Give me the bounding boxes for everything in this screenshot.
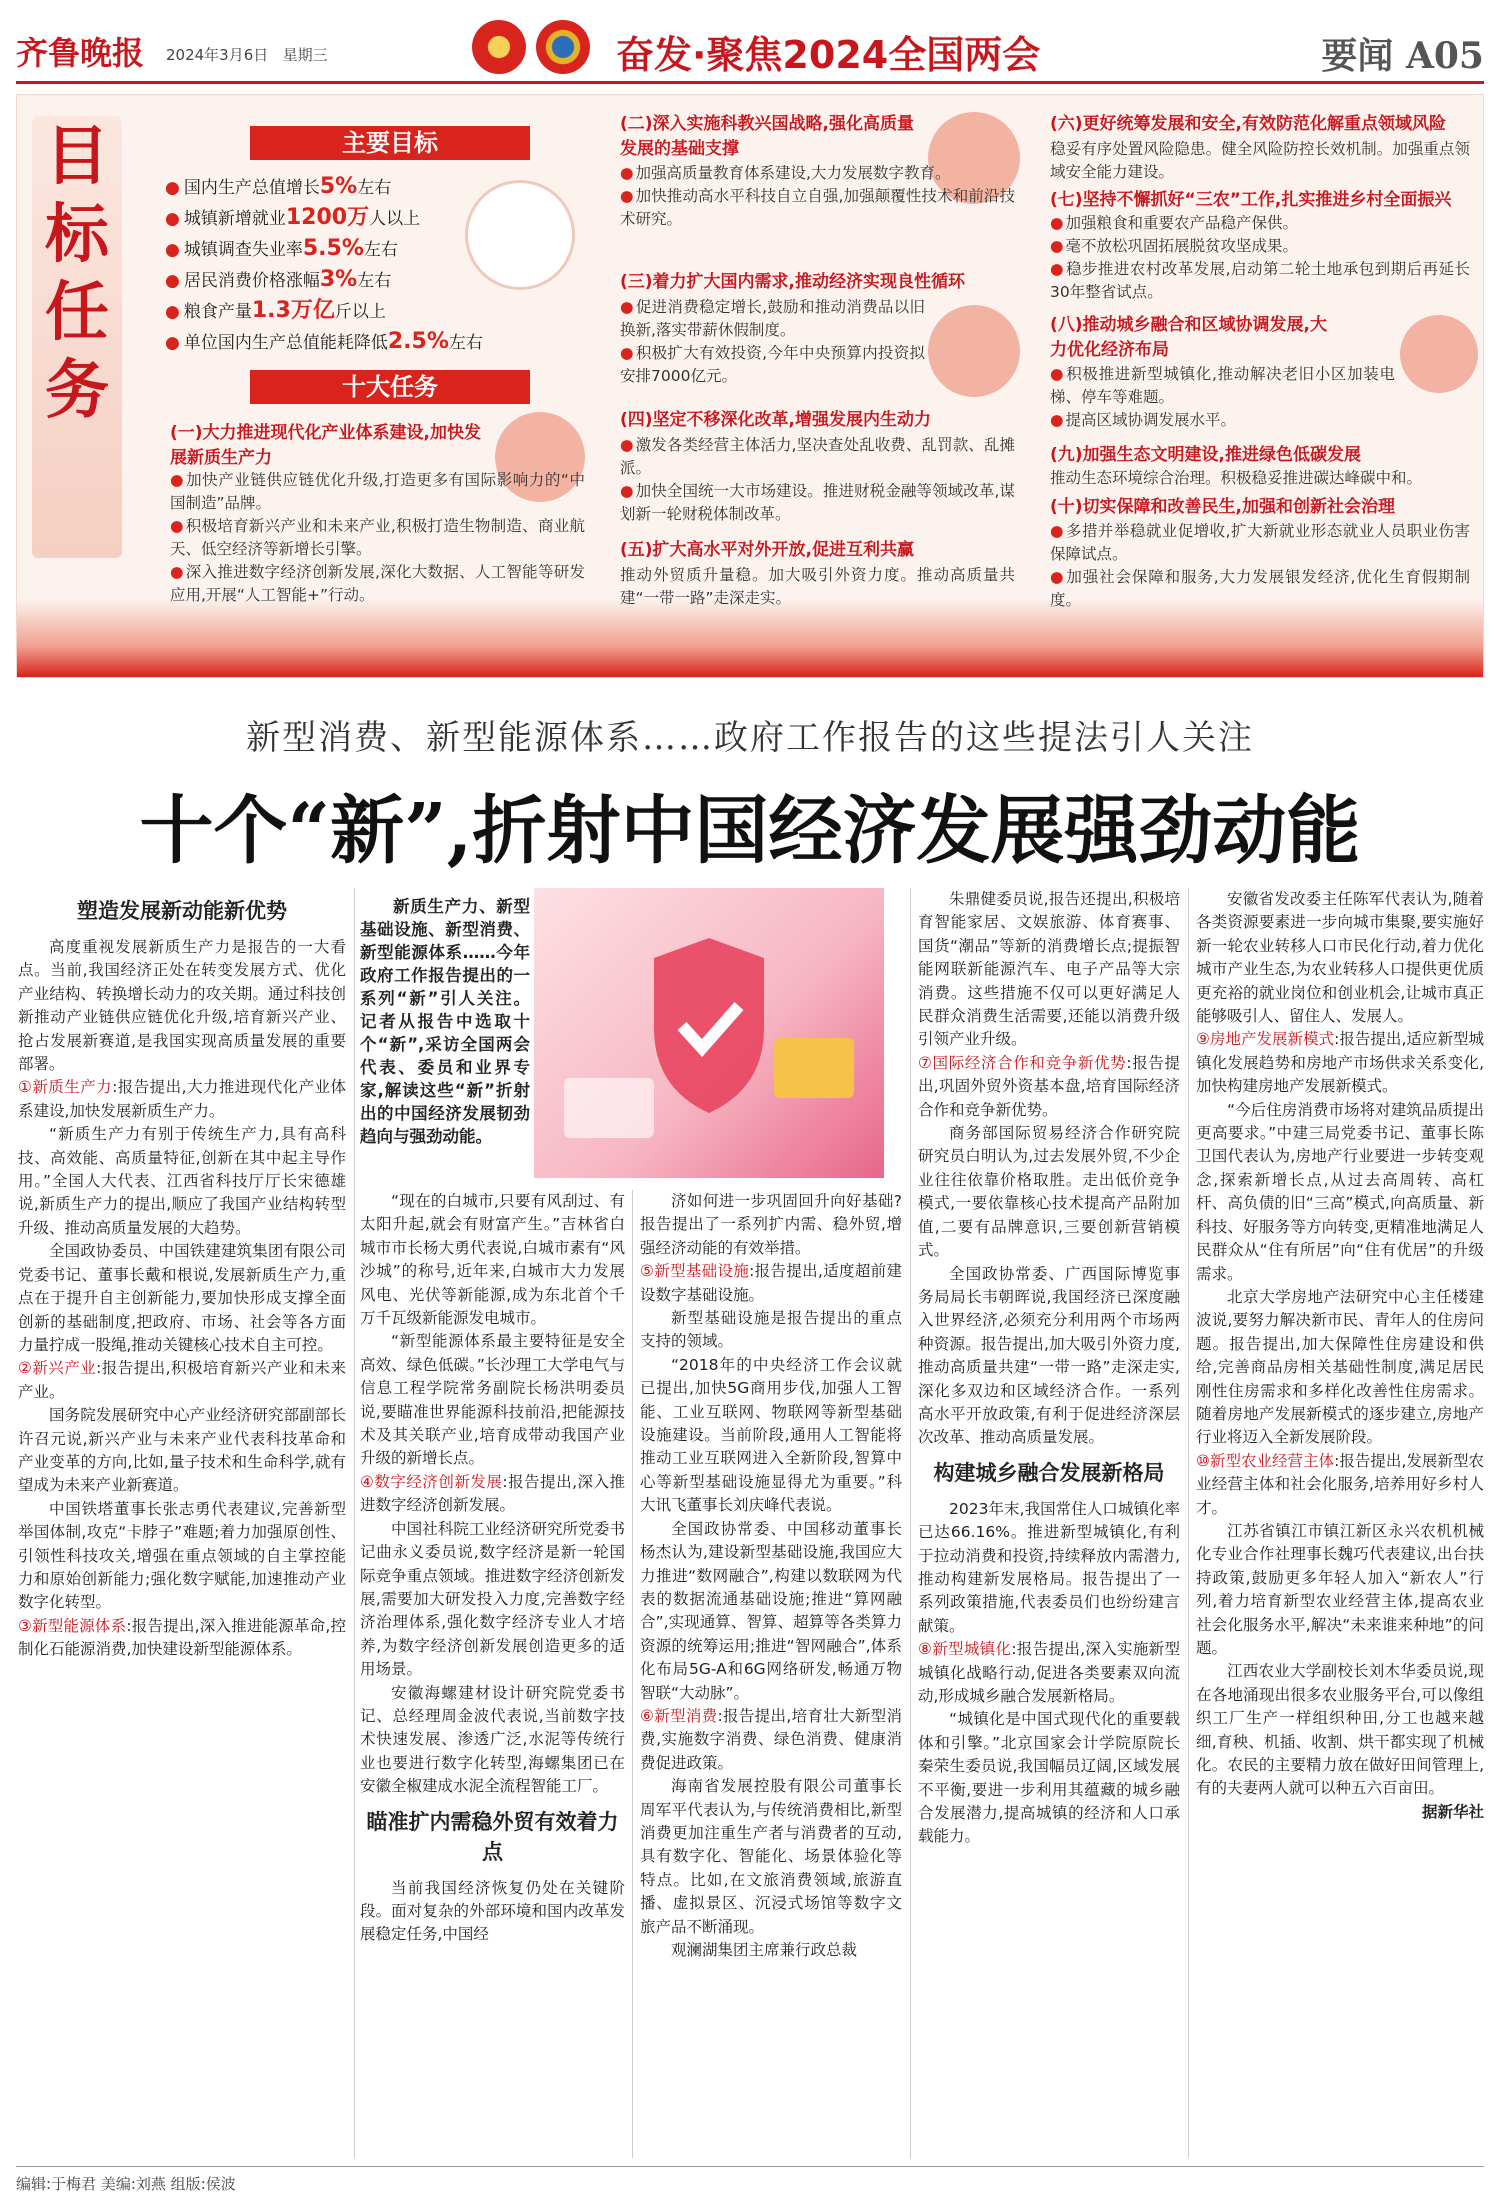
goal-value: 1.3万亿	[251, 298, 335, 323]
task-7-title: (七)坚持不懈抓好“三农”工作,扎实推进乡村全面振兴	[1050, 190, 1452, 210]
task-5-title: (五)扩大高水平对外开放,促进互利共赢	[620, 540, 914, 560]
keyword-text: :报告提出,适应新型城镇化发展趋势和房地产市场供求关系变化,加快构建房地产发展新模式。	[1196, 1030, 1484, 1096]
keyword-paragraph	[1196, 1028, 1484, 1098]
keyword: ②新兴产业	[18, 1359, 97, 1378]
keyword: ④数字经济创新发展	[360, 1472, 503, 1491]
task-8-title: (八)推动城乡融合和区域协调发展,大力优化经济布局	[1050, 315, 1327, 360]
goal-item	[165, 296, 585, 327]
paragraph: 国务院发展研究中心产业经济研究部副部长许召元说,新兴产业与未来产业代表科技革命和产业变革的方向,比如,量子技术和生命科学,就有望成为未来产业新赛道。	[18, 1406, 346, 1495]
keyword-text: :报告提出,巩固外贸外资基本盘,培育国际经济合作和竞争新优势。	[918, 1053, 1180, 1119]
task-item: ● 加强粮食和重要农产品稳产保供。	[1050, 212, 1470, 235]
vertical-title: 目 标 任 务	[32, 116, 122, 558]
section-heading: 瞄准扩内需稳外贸有效着力点	[366, 1809, 619, 1864]
issue-date: 2024年3月6日	[166, 46, 269, 64]
goal-label: 城镇新增就业	[183, 209, 286, 229]
task-item: ● 加快产业链供应链优化升级,打造更多有国际影响力的“中国制造”品牌。	[170, 469, 585, 515]
paragraph: 观澜湖集团主席兼行政总裁	[671, 1941, 858, 1959]
task-item: ● 多措并举稳就业促增收,扩大新就业形态就业人员职业伤害保障试点。	[1050, 520, 1470, 566]
keyword-paragraph	[640, 1705, 902, 1775]
page-footer: 编辑:于梅君 美编:刘燕 组版:侯波	[16, 2166, 1484, 2194]
keyword-paragraph	[18, 1076, 346, 1123]
keyword-paragraph	[1196, 1450, 1484, 1520]
weekday: 星期三	[282, 46, 328, 64]
task-item: ● 稳步推进农村改革发展,启动第二轮土地承包到期后再延长30年整省试点。	[1050, 258, 1470, 304]
shield-check-icon	[534, 888, 884, 1178]
goal-label: 国内生产总值增长	[183, 178, 320, 198]
task-5-body: 推动外贸质升量稳。加大吸引外资力度。推动高质量共建“一带一路”走深走实。	[620, 566, 1015, 607]
keyword: ⑨房地产发展新模式	[1196, 1030, 1335, 1049]
keyword: ⑩新型农业经营主体	[1196, 1451, 1335, 1470]
task-item: ● 促进消费稳定增长,鼓励和推动消费品以旧换新,落实带薪休假制度。	[620, 296, 925, 342]
paragraph: 商务部国际贸易经济合作研究院研究员白明认为,过去发展外贸,不少企业往往依靠价格取胜。走出低价竞争模式,一要依靠核心技术提高产品附加值,二要有品牌意识,三要创新营销模式。	[918, 1124, 1180, 1260]
header-title: 奋发·聚焦2024全国两会	[616, 33, 1041, 77]
keyword-paragraph	[18, 1615, 346, 1662]
keyword-text: :报告提出,积极培育新兴产业和未来产业。	[18, 1359, 346, 1401]
task-item: ● 毫不放松巩固拓展脱贫攻坚成果。	[1050, 235, 1470, 258]
task-item: ● 加快推动高水平科技自立自强,加强颠覆性技术和前沿技术研究。	[620, 185, 1015, 231]
paragraph: 江西农业大学副校长刘木华委员说,现在各地涌现出很多农业服务平台,可以像组织工厂生产一样组织种田,分工也越来越细,育秧、机插、收割、烘干都实现了机械化。农民的主要精力放在做好田间管理上,有的夫妻两人就可以种五六百亩田。	[1196, 1662, 1484, 1798]
paragraph: 北京大学房地产法研究中心主任楼建波说,要努力解决新市民、青年人的住房问题。报告提出,加大保障性住房建设和供给,完善商品房相关基础性制度,满足居民刚性住房需求和多样化改善性住房需求。随着房地产发展新模式的逐步建立,房地产行业将迈入全新发展阶段。	[1196, 1287, 1484, 1447]
task-item: ● 加强高质量教育体系建设,大力发展数字教育。	[620, 162, 1015, 185]
keyword: ⑥新型消费	[640, 1706, 718, 1725]
paragraph: 朱鼎健委员说,报告还提出,积极培育智能家居、文娱旅游、体育赛事、国货“潮品”等新的消费增长点;提振智能网联新能源汽车、电子产品等大宗消费。这些措施不仅可以更好满足人民群众消费生活需要,还能以消费升级引领产业升级。	[918, 890, 1180, 1049]
column-3	[640, 1190, 902, 2158]
task-item: ● 激发各类经营主体活力,坚决查处乱收费、乱罚款、乱摊派。	[620, 434, 1015, 480]
paragraph: “城镇化是中国式现代化的重要载体和引擎。”北京国家会计学院原院长秦荣生委员说,我国幅员辽阔,区域发展不平衡,要进一步利用其蕴藏的城乡融合发展潜力,提高城镇的经济和人口承载能力。	[918, 1710, 1180, 1846]
keyword-paragraph	[918, 1638, 1180, 1708]
paragraph: “新型能源体系最主要特征是安全高效、绿色低碳。”长沙理工大学电气与信息工程学院常务副院长杨洪明委员说,要瞄准世界能源科技前沿,把能源技术及其关联产业,培育成带动我国产业升级的新增长点。	[360, 1332, 625, 1468]
paragraph: 安徽省发改委主任陈军代表认为,随着各类资源要素进一步向城市集聚,要实施好新一轮农业转移人口市民化行动,着力优化城市产业生态,为农业转移人口提供更优质更充裕的就业岗位和创业机会,让城市真正能够吸引人、留住人、发展人。	[1196, 890, 1484, 1026]
article-subtitle: 新型消费、新型能源体系……政府工作报告的这些提法引人关注	[246, 718, 1254, 758]
keyword-text: :报告提出,发展新型农业经营主体和社会化服务,培养用好乡村人才。	[1196, 1451, 1484, 1517]
task-item: ● 加快全国统一大市场建设。推进财税金融等领域改革,谋划新一轮财税体制改革。	[620, 480, 1015, 526]
task-8-body	[1050, 363, 1395, 432]
keyword-text: :报告提出,培育壮大新型消费,实施数字消费、绿色消费、健康消费促进政策。	[640, 1706, 902, 1772]
keyword-text: :报告提出,深入推进能源革命,控制化石能源消费,加快建设新型能源体系。	[18, 1616, 346, 1659]
task-item: ● 加强社会保障和服务,大力发展银发经济,优化生育假期制度。	[1050, 566, 1470, 612]
column-5	[1196, 888, 1484, 2158]
goal-value: 2.5%	[387, 329, 449, 354]
cppcc-emblem-icon	[536, 20, 590, 74]
people-icon	[1400, 315, 1478, 393]
paragraph: 济如何进一步巩固回升向好基础?报告提出了一系列扩内需、稳外贸,增强经济动能的有效举措。	[640, 1192, 902, 1257]
keyword-paragraph	[18, 1357, 346, 1404]
keyword-paragraph	[360, 1471, 625, 1518]
task-10-title: (十)切实保障和改善民生,加强和创新社会治理	[1050, 497, 1395, 517]
paragraph: 高度重视发展新质生产力是报告的一大看点。当前,我国经济正处在转变发展方式、优化产业结构、转换增长动力的攻关期。通过科技创新推动产业链供应链优化升级,培育新兴产业、抢占发展新赛道,是我国实现高质量发展的重要部署。	[18, 938, 346, 1074]
article-headline: 十个“新”,折射中国经济发展强劲动能	[139, 788, 1361, 874]
task-item: ● 积极推进新型城镇化,推动解决老旧小区加装电梯、停车等难题。	[1050, 363, 1395, 409]
article-lead: 新质生产力、新型基础设施、新型消费、新型能源体系……今年政府工作报告提出的一系列“新”引人关注。记者从报告中选取十个“新”,采访全国两会代表、委员和业界专家,解读这些“新”折射出的中国经济发展韧劲趋向与强劲动能。	[360, 897, 530, 1146]
task-10-body	[1050, 520, 1470, 612]
keyword: ③新型能源体系	[18, 1616, 127, 1635]
task-2-title: (二)深入实施科教兴国战略,强化高质量发展的基础支撑	[620, 114, 914, 159]
keyword: ⑧新型城镇化	[918, 1640, 1012, 1659]
task-9-title: (九)加强生态文明建设,推进绿色低碳发展	[1050, 445, 1361, 465]
keyword-text: :报告提出,适度超前建设数字基础设施。	[640, 1262, 902, 1304]
goal-suffix: 人以上	[369, 209, 421, 229]
goal-suffix: 左右	[448, 333, 483, 353]
task-3-title: (三)着力扩大国内需求,推动经济实现良性循环	[620, 272, 965, 292]
section-heading: 塑造发展新动能新优势	[77, 899, 287, 923]
section-label: 要闻 A05	[1321, 35, 1484, 77]
paragraph: “2018年的中央经济工作会议就已提出,加快5G商用步伐,加强人工智能、工业互联网、物联网等新型基础设施建设。当前阶段,通用人工智能将推动工业互联网进入全新阶段,智算中心等新型基础设施显得尤为重要。”科大讯飞董事长刘庆峰代表说。	[640, 1355, 902, 1515]
goal-label: 居民消费价格涨幅	[183, 271, 320, 291]
column-1	[18, 888, 346, 2158]
paragraph: 中国铁塔董事长张志勇代表建议,完善新型举国体制,攻克“卡脖子”难题;着力加强原创性、引领性科技攻关,增强在重点领域的自主掌控能力和原始创新能力;强化数字赋能,加速推动产业数字化转型。	[18, 1499, 346, 1612]
section-heading: 构建城乡融合发展新格局	[933, 1460, 1165, 1485]
paragraph: 安徽海螺建材设计研究院党委书记、总经理周金波代表说,当前数字技术快速发展、渗透广泛,水泥等传统行业也要进行数字化转型,海螺集团已在安徽全椒建成水泥全流程智能工厂。	[360, 1683, 625, 1796]
paragraph: 2023年末,我国常住人口城镇化率已达66.16%。推进新型城镇化,有利于拉动消费和投资,持续释放内需潜力,推动构建新发展格局。报告提出了一系列政策措施,代表委员们也纷纷建言献策。	[918, 1499, 1180, 1635]
keyword: ⑤新型基础设施	[640, 1262, 750, 1281]
task-3-body	[620, 296, 925, 388]
task-1-title: (一)大力推进现代化产业体系建设,加快发展新质生产力	[170, 423, 481, 468]
task-9-body: 推动生态环境综合治理。积极稳妥推进碳达峰碳中和。	[1050, 469, 1423, 487]
chart-growth-icon	[465, 180, 575, 290]
goal-suffix: 左右	[357, 271, 392, 291]
task-6-body: 稳妥有序处置风险隐患。健全风险防控长效机制。加强重点领域安全能力建设。	[1050, 140, 1470, 181]
keyword: ①新质生产力	[18, 1078, 113, 1097]
task-4-body	[620, 434, 1015, 526]
keyword-paragraph	[918, 1052, 1180, 1122]
article-source: 据新华社	[1421, 1802, 1484, 1821]
goal-suffix: 斤以上	[334, 302, 386, 322]
goal-suffix: 左右	[363, 240, 398, 260]
goal-suffix: 左右	[357, 178, 392, 198]
column-4	[918, 888, 1180, 2158]
paragraph: 中国社科院工业经济研究所党委书记曲永义委员说,数字经济是新一轮国际竞争重点领域。推进数字经济创新发展,需要加大研发投入力度,完善数字经济治理体系,强化数字经济专业人才培养,为数字经济创新发展创造更多的适用场景。	[360, 1519, 625, 1679]
task-6-title: (六)更好统筹发展和安全,有效防范化解重点领域风险	[1050, 114, 1446, 134]
paragraph: “新质生产力有别于传统生产力,具有高科技、高效能、高质量特征,创新在其中起主导作用。”全国人大代表、江西省科技厅厅长宋德雄说,新质生产力的提出,顺应了我国产业结构转型升级、推动高质量发展的大趋势。	[18, 1125, 346, 1237]
keyword-text: :报告提出,深入推进数字经济创新发展。	[360, 1472, 625, 1515]
paragraph: 全国政协委员、中国铁建建筑集团有限公司党委书记、董事长戴和根说,发展新质生产力,重点在于提升自主创新能力,要加快形成支撑全面创新的基础制度,把政府、市场、社会等各方面力量拧成一股绳,推动关键核心技术自主可控。	[18, 1242, 346, 1354]
main-goals-ribbon: 主要目标	[250, 126, 530, 160]
goal-label: 城镇调查失业率	[183, 240, 303, 260]
illustration-shield-cart	[534, 888, 884, 1178]
goal-value: 5%	[319, 174, 358, 199]
shopping-bag-icon	[928, 305, 1020, 397]
national-emblem-icon	[472, 20, 526, 74]
task-item: ● 积极扩大有效投资,今年中央预算内投资拟安排7000亿元。	[620, 342, 925, 388]
paragraph: 海南省发展控股有限公司董事长周军平代表认为,与传统消费相比,新型消费更加注重生产者与消费者的互动,具有数字化、智能化、场景体验化等特点。比如,在文旅消费领域,旅游直播、虚拟景区、沉浸式场馆等数字文旅产品不断涌现。	[640, 1777, 902, 1936]
goal-item	[165, 327, 585, 358]
keyword: ⑦国际经济合作和竞争新优势	[918, 1053, 1127, 1072]
goal-value: 3%	[319, 267, 358, 292]
paragraph: “今后住房消费市场将对建筑品质提出更高要求。”中建三局党委书记、董事长陈卫国代表认为,房地产行业要进一步转变观念,探索新增长点,从过去高周转、高杠杆、高负债的旧“三高”模式,向高质量、新科技、好服务等方向转变,更精准地满足人民群众从“住有所居”向“住有优居”的升级需求。	[1196, 1100, 1484, 1283]
paper-name: 齐鲁晚报	[16, 34, 145, 72]
goal-value: 1200万	[285, 205, 370, 230]
page-header	[16, 14, 1484, 84]
goal-label: 粮食产量	[183, 302, 252, 322]
goal-label: 单位国内生产总值能耗降低	[183, 333, 388, 353]
task-2-body	[620, 162, 1015, 231]
task-item: ● 提高区域协调发展水平。	[1050, 409, 1395, 432]
task-4-title: (四)坚定不移深化改革,增强发展内生动力	[620, 410, 931, 430]
keyword-text: :报告提出,深入实施新型城镇化战略行动,促进各类要素双向流动,形成城乡融合发展新格局。	[918, 1640, 1180, 1705]
task-1-body	[170, 469, 585, 607]
paragraph: 全国政协常委、广西国际博览事务局局长韦朝晖说,我国经济已深度融入世界经济,必须充分利用两个市场两种资源。报告提出,加大吸引外资力度,推动高质量共建“一带一路”走深走实,深化多双边和区域经济合作。一系列高水平开放政策,有利于促进经济深层次改革、推动高质量发展。	[918, 1264, 1180, 1447]
task-item: ● 深入推进数字经济创新发展,深化大数据、人工智能等研发应用,开展“人工智能+”行动。	[170, 561, 585, 607]
keyword-paragraph	[640, 1260, 902, 1307]
task-7-body	[1050, 212, 1470, 304]
keyword-text: :报告提出,大力推进现代化产业体系建设,加快发展新质生产力。	[18, 1078, 346, 1120]
paragraph: 当前我国经济恢复仍处在关键阶段。面对复杂的外部环境和国内改革发展稳定任务,中国经	[360, 1878, 625, 1944]
paragraph: 江苏省镇江市镇江新区永兴农机机械化专业合作社理事长魏巧代表建议,出台扶持政策,鼓励更多年轻人加入“新农人”行列,着力培育新型农业经营主体,提高农业社会化服务水平,解决“未来谁来种地”的问题。	[1196, 1521, 1484, 1657]
ten-tasks-ribbon: 十大任务	[250, 370, 530, 404]
column-2	[360, 1190, 625, 2158]
goal-value: 5.5%	[302, 236, 364, 261]
paragraph: 全国政协常委、中国移动董事长杨杰认为,建设新型基础设施,我国应大力推进“数网融合”,构建以数联网为代表的数据流通基础设施;推进“算网融合”,实现通算、智算、超算等各类算力资源的统筹运用;推进“智网融合”,体系化布局5G-A和6G网络研发,畅通万物智联“大动脉”。	[640, 1519, 902, 1702]
task-item: ● 积极培育新兴产业和未来产业,积极打造生物制造、商业航天、低空经济等新增长引擎。	[170, 515, 585, 561]
paragraph: “现在的白城市,只要有风刮过、有太阳升起,就会有财富产生。”吉林省白城市市长杨大勇代表说,白城市素有“风沙城”的称号,近年来,白城市大力发展风电、光伏等新能源,成为东北首个千万千瓦级新能源发电城市。	[360, 1192, 625, 1328]
paragraph: 新型基础设施是报告提出的重点支持的领域。	[640, 1309, 902, 1351]
